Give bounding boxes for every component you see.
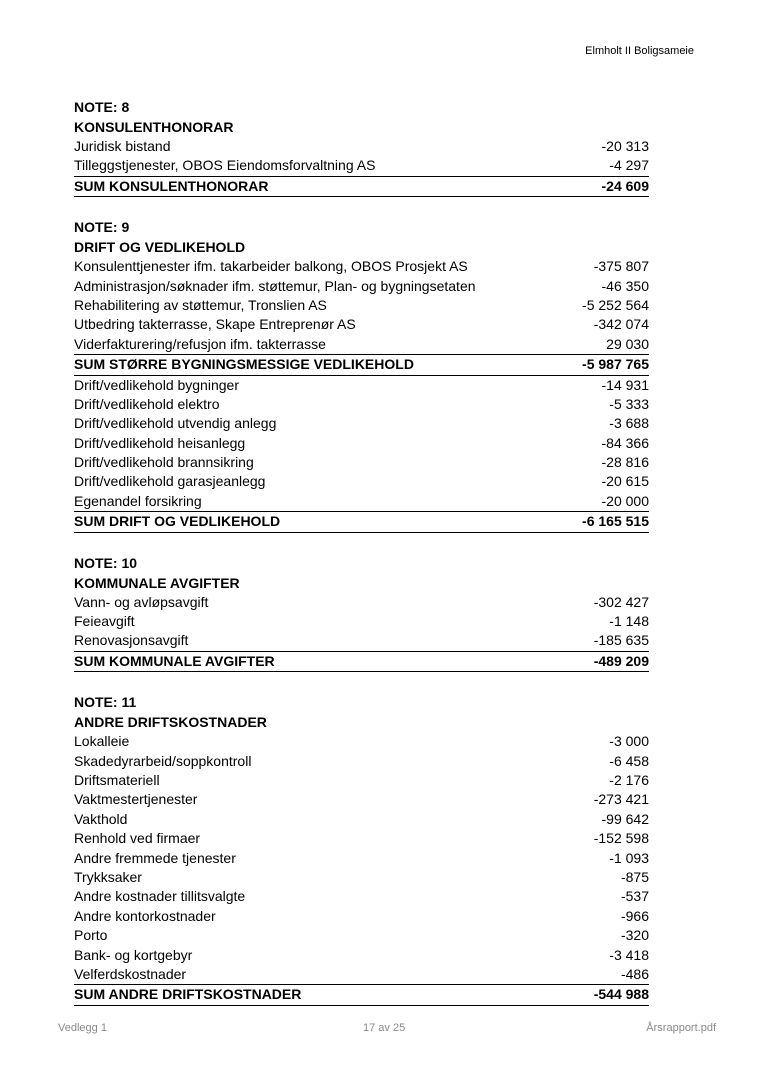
line-item-label: Viderfakturering/refusjon ifm. takterrasse	[74, 335, 326, 352]
line-item-amount: -20 000	[601, 492, 649, 509]
line-item-label: Egenandel forsikring	[74, 492, 202, 509]
line-item-row	[74, 257, 649, 276]
line-item-row	[74, 414, 649, 433]
line-item-label: Juridisk bistand	[74, 138, 171, 154]
line-item-label: Utbedring takterrasse, Skape Entreprenør AS	[74, 316, 356, 333]
line-item-label: Andre fremmede tjenester	[74, 849, 236, 866]
line-item-amount: -1 093	[609, 849, 649, 866]
note-title: KOMMUNALE AVGIFTER	[74, 574, 240, 591]
line-item-row	[74, 926, 649, 945]
line-item-label: Andre kostnader tillitsvalgte	[74, 888, 246, 905]
line-item-amount: -5 252 564	[582, 296, 649, 313]
note-number: NOTE: 9	[74, 219, 130, 236]
line-item-row	[74, 612, 649, 631]
line-item-row	[74, 829, 649, 848]
line-item-row	[74, 965, 649, 985]
footer-attachment: Vedlegg 1	[58, 1022, 107, 1034]
line-item-row	[74, 453, 649, 472]
line-item-amount: -486	[620, 965, 649, 982]
line-item-label: Feieavgift	[74, 613, 135, 630]
line-item-row	[74, 868, 649, 887]
line-item-label: Driftsmateriell	[74, 771, 160, 788]
page-number: 17 av 25	[363, 1022, 406, 1034]
line-item-label: Drift/vedlikehold garasjeanlegg	[74, 473, 266, 490]
line-item-label: Rehabilitering av støttemur, Tronslien AS	[74, 296, 327, 313]
line-item-label: SUM DRIFT OG VEDLIKEHOLD	[74, 513, 281, 530]
note-number: NOTE: 8	[74, 99, 130, 115]
line-item-row	[74, 732, 649, 751]
line-item-label: Drift/vedlikehold bygninger	[74, 376, 239, 393]
line-item-label: Vaktmestertjenester	[74, 791, 198, 808]
line-item-row	[74, 137, 649, 156]
page-footer	[58, 1022, 716, 1038]
line-item-label: Drift/vedlikehold heisanlegg	[74, 434, 246, 451]
line-item-row	[74, 376, 649, 395]
line-item-amount: -20 615	[601, 473, 649, 490]
line-item-amount: -20 313	[601, 138, 649, 154]
line-item-label: Konsulenttjenester ifm. takarbeider balkong, OBOS Prosjekt AS	[74, 258, 468, 275]
sum-row	[74, 512, 649, 532]
note-section	[74, 553, 649, 673]
note-number: NOTE: 10	[74, 554, 138, 571]
line-item-amount: -152 598	[593, 830, 649, 847]
line-item-row	[74, 631, 649, 651]
line-item-row	[74, 849, 649, 868]
note-number: NOTE: 11	[74, 694, 137, 711]
line-item-label: Drift/vedlikehold brannsikring	[74, 454, 254, 471]
line-item-row	[74, 277, 649, 296]
line-item-label: Drift/vedlikehold utvendig anlegg	[74, 415, 277, 432]
line-item-row	[74, 492, 649, 512]
notes-content	[74, 97, 649, 1026]
line-item-amount: -99 642	[601, 810, 649, 827]
sum-row	[74, 355, 649, 375]
sum-row	[74, 652, 649, 672]
line-item-amount: -489 209	[593, 652, 649, 669]
line-item-row	[74, 472, 649, 491]
line-item-amount: -302 427	[593, 593, 649, 610]
line-item-row	[74, 434, 649, 453]
line-item-row	[74, 946, 649, 965]
line-item-amount: -46 350	[601, 277, 649, 294]
line-item-row	[74, 907, 649, 926]
line-item-label: Tilleggstjenester, OBOS Eiendomsforvaltning AS	[74, 157, 376, 174]
line-item-amount: -966	[620, 907, 649, 924]
line-item-label: Andre kontorkostnader	[74, 907, 216, 924]
line-item-amount: -1 148	[609, 613, 649, 630]
line-item-amount: -375 807	[593, 258, 649, 275]
line-item-amount: -537	[620, 888, 649, 905]
line-item-row	[74, 593, 649, 612]
document-header: Elmholt II Boligsameie	[585, 45, 694, 57]
line-item-label: Trykksaker	[74, 868, 142, 885]
line-item-amount: -24 609	[601, 177, 649, 194]
line-item-amount: -185 635	[593, 632, 649, 649]
line-item-amount: -84 366	[601, 434, 649, 451]
line-item-amount: -28 816	[601, 454, 649, 471]
line-item-row	[74, 395, 649, 414]
line-item-amount: -2 176	[609, 771, 649, 788]
line-item-amount: -3 688	[609, 415, 649, 432]
line-item-label: SUM KOMMUNALE AVGIFTER	[74, 652, 275, 669]
line-item-label: Renhold ved firmaer	[74, 830, 201, 847]
line-item-label: Vakthold	[74, 810, 128, 827]
line-item-label: SUM STØRRE BYGNINGSMESSIGE VEDLIKEHOLD	[74, 356, 414, 373]
line-item-row	[74, 790, 649, 809]
line-item-label: Lokalleie	[74, 733, 130, 750]
line-item-label: Administrasjon/søknader ifm. støttemur, Plan- og bygningsetaten	[74, 277, 476, 294]
note-title: DRIFT OG VEDLIKEHOLD	[74, 239, 246, 256]
line-item-label: Velferdskostnader	[74, 965, 187, 982]
line-item-row	[74, 335, 649, 355]
note-section	[74, 692, 649, 1005]
line-item-amount: -6 165 515	[582, 513, 649, 530]
line-item-amount: -342 074	[593, 316, 649, 333]
footer-filename: Årsrapport.pdf	[646, 1022, 716, 1034]
note-section	[74, 97, 649, 197]
line-item-amount: -14 931	[601, 376, 649, 393]
line-item-amount: -875	[620, 868, 649, 885]
note-title: ANDRE DRIFTSKOSTNADER	[74, 714, 267, 731]
line-item-label: Bank- og kortgebyr	[74, 946, 193, 963]
line-item-row	[74, 296, 649, 315]
line-item-label: Renovasjonsavgift	[74, 632, 189, 649]
line-item-amount: -5 987 765	[582, 356, 649, 373]
line-item-amount: -6 458	[609, 752, 649, 769]
line-item-row	[74, 315, 649, 334]
note-title: KONSULENTHONORAR	[74, 119, 234, 135]
line-item-amount: -544 988	[593, 986, 649, 1003]
line-item-row	[74, 810, 649, 829]
line-item-amount: -3 418	[609, 946, 649, 963]
line-item-label: Skadedyrarbeid/soppkontroll	[74, 752, 252, 769]
line-item-amount: 29 030	[606, 335, 649, 352]
line-item-label: Vann- og avløpsavgift	[74, 593, 209, 610]
line-item-row	[74, 156, 649, 176]
line-item-row	[74, 887, 649, 906]
sum-row	[74, 985, 649, 1005]
line-item-row	[74, 752, 649, 771]
line-item-label: SUM ANDRE DRIFTSKOSTNADER	[74, 986, 302, 1003]
line-item-amount: -3 000	[609, 733, 649, 750]
line-item-label: Porto	[74, 927, 108, 944]
sum-row	[74, 177, 649, 197]
line-item-amount: -320	[620, 927, 649, 944]
line-item-label: Drift/vedlikehold elektro	[74, 395, 220, 412]
line-item-label: SUM KONSULENTHONORAR	[74, 177, 269, 194]
line-item-row	[74, 771, 649, 790]
line-item-amount: -4 297	[609, 157, 649, 174]
note-section	[74, 217, 649, 532]
line-item-amount: -5 333	[609, 395, 649, 412]
line-item-amount: -273 421	[593, 791, 649, 808]
